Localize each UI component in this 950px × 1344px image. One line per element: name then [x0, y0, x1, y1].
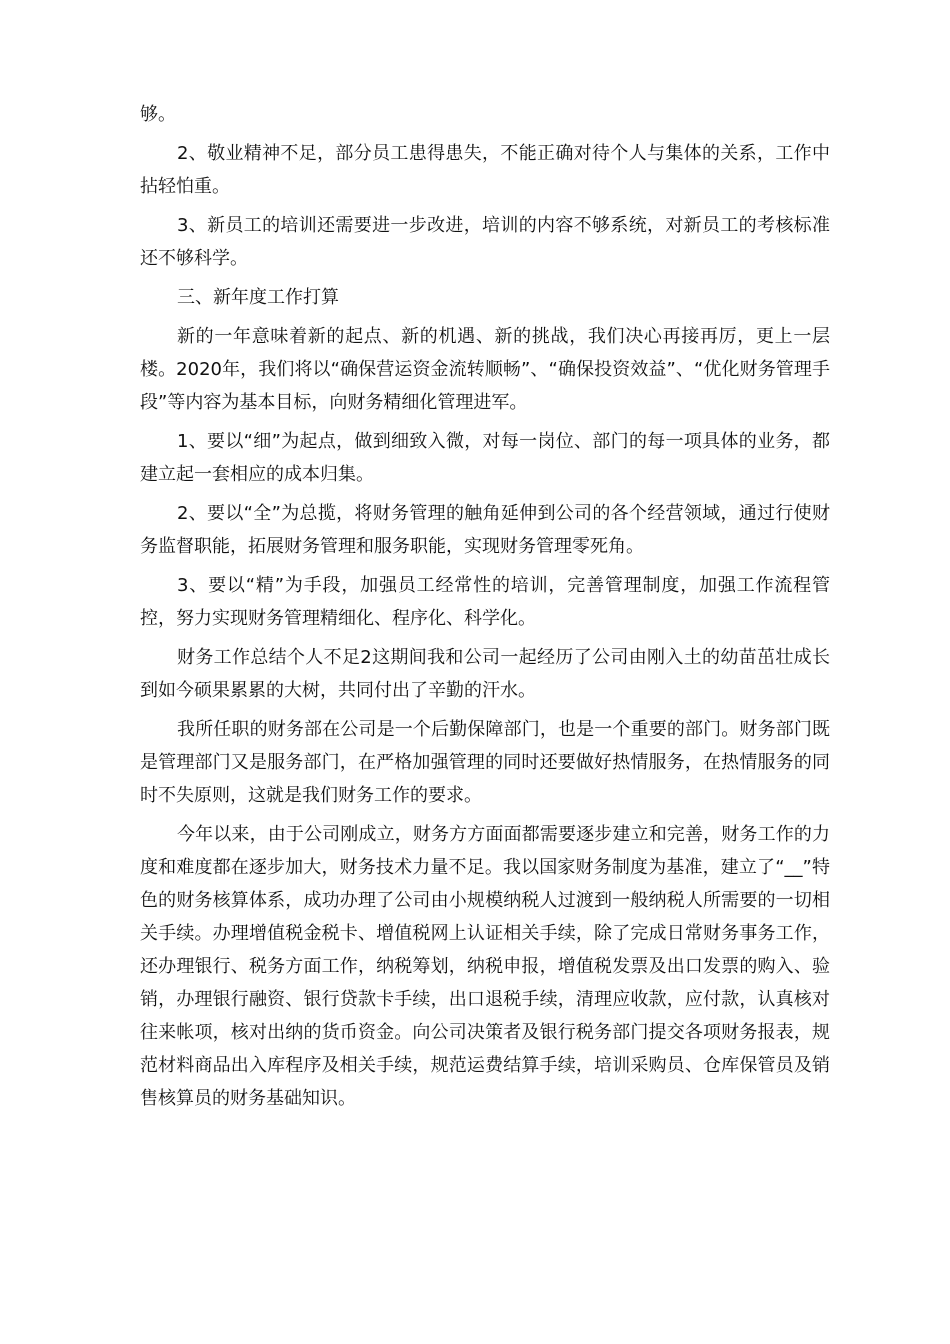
paragraph-continuation: 够。: [140, 104, 176, 125]
paragraph-issue-3: 3、新员工的培训还需要进一步改进，培训的内容不够系统，对新员工的考核标准还不够科学。: [140, 215, 830, 269]
paragraph-plan-2: 2、要以“全”为总揽，将财务管理的触角延伸到公司的各个经营领域，通过行使财务监督职能，拓展财务管理和服务职能，实现财务管理零死角。: [140, 503, 830, 557]
paragraph-summary-intro: 财务工作总结个人不足2这期间我和公司一起经历了公司由刚入土的幼苗茁壮成长到如今硕果累累的大树，共同付出了辛勤的汗水。: [140, 647, 830, 701]
paragraph-plan-1: 1、要以“细”为起点，做到细致入微，对每一岗位、部门的每一项具体的业务，都建立起一套相应的成本归集。: [140, 431, 830, 485]
section-heading-plan: 三、新年度工作打算: [177, 287, 339, 308]
paragraph-department-role: 我所任职的财务部在公司是一个后勤保障部门，也是一个重要的部门。财务部门既是管理部门又是服务部门，在严格加强管理的同时还要做好热情服务，在热情服务的同时不失原则，这就是我们财务工作的要求。: [140, 719, 830, 806]
paragraph-plan-3: 3、要以“精”为手段，加强员工经常性的培训，完善管理制度，加强工作流程管控，努力实现财务管理精细化、程序化、科学化。: [140, 575, 830, 629]
paragraph-plan-intro: 新的一年意味着新的起点、新的机遇、新的挑战，我们决心再接再厉，更上一层楼。2020年，我们将以“确保营运资金流转顺畅”、“确保投资效益”、“优化财务管理手段”等内容为基本目标，向财务精细化管理进军。: [140, 326, 830, 413]
document-body: [140, 98, 830, 1121]
paragraph-work-details: 今年以来，由于公司刚成立，财务方方面面都需要逐步建立和完善，财务工作的力度和难度都在逐步加大，财务技术力量不足。我以国家财务制度为基准，建立了“__”特色的财务核算体系，成功办理了公司由小规模纳税人过渡到一般纳税人所需要的一切相关手续。办理增值税金税卡、增值税网上认证相关手续，除了完成日常财务事务工作，还办理银行、税务方面工作，纳税筹划，纳税申报，增值税发票及出口发票的购入、验销，办理银行融资、银行贷款卡手续，出口退税手续，清理应收款，应付款，认真核对往来帐项，核对出纳的货币资金。向公司决策者及银行税务部门提交各项财务报表，规范材料商品出入库程序及相关手续，规范运费结算手续，培训采购员、仓库保管员及销售核算员的财务基础知识。: [140, 824, 830, 1109]
paragraph-issue-2: 2、敬业精神不足，部分员工患得患失，不能正确对待个人与集体的关系，工作中拈轻怕重。: [140, 143, 830, 197]
